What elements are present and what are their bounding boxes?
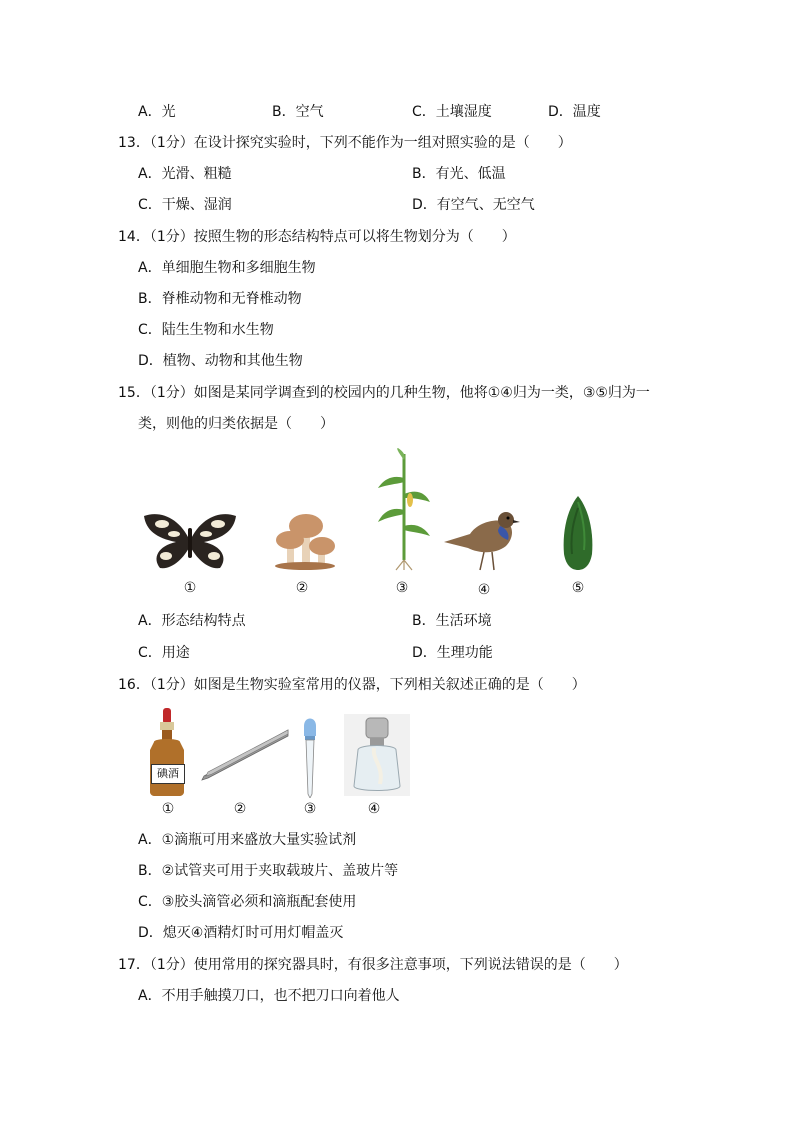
q12-option-c: C．土壤湿度 — [412, 104, 492, 120]
q17-stem: 17．（1分）使用常用的探究器具时，有很多注意事项，下列说法错误的是（ ） — [118, 957, 628, 973]
q12-option-a: A．光 — [138, 104, 176, 120]
q16-stem: 16．（1分）如图是生物实验室常用的仪器，下列相关叙述正确的是（ ） — [118, 677, 586, 693]
alcohol-lamp-image — [344, 714, 410, 796]
q14-option-d: D．植物、动物和其他生物 — [138, 353, 303, 369]
q16-caption-4: ④ — [367, 801, 381, 817]
q16-caption-1: ① — [161, 801, 175, 817]
dropper-pipette-image — [300, 714, 320, 798]
bird-image — [440, 506, 520, 574]
q14-option-a: A．单细胞生物和多细胞生物 — [138, 260, 316, 276]
butterfly-image — [140, 508, 240, 574]
tweezers-image — [198, 726, 290, 784]
q15-stem-line1: 15．（1分）如图是某同学调查到的校园内的几种生物，他将①④归为一类，③⑤归为一 — [118, 385, 650, 401]
q16-option-b: B．②试管夹可用于夹取载玻片、盖玻片等 — [138, 863, 399, 879]
q14-option-c: C．陆生生物和水生物 — [138, 322, 274, 338]
q15-stem-line2: 类，则他的归类依据是（ ） — [138, 416, 334, 432]
q16-option-c: C．③胶头滴管必须和滴瓶配套使用 — [138, 894, 357, 910]
q14-option-b: B．脊椎动物和无脊椎动物 — [138, 291, 302, 307]
q15-caption-5: ⑤ — [571, 580, 585, 596]
q13-stem: 13．（1分）在设计探究实验时，下列不能作为一组对照实验的是（ ） — [118, 135, 572, 151]
q14-stem: 14．（1分）按照生物的形态结构特点可以将生物划分为（ ） — [118, 229, 516, 245]
q17-option-a: A．不用手触摸刀口，也不把刀口向着他人 — [138, 988, 400, 1004]
bottle-label: 碘酒 — [151, 764, 185, 784]
mushroom-image — [272, 506, 338, 572]
q13-option-b: B．有光、低温 — [412, 166, 506, 182]
q13-option-d: D．有空气、无空气 — [412, 197, 535, 213]
q13-option-a: A．光滑、粗糙 — [138, 166, 232, 182]
q15-caption-1: ① — [183, 580, 197, 596]
q15-caption-2: ② — [295, 580, 309, 596]
q15-caption-4: ④ — [477, 582, 491, 598]
q16-option-d: D．熄灭④酒精灯时可用灯帽盖灭 — [138, 925, 344, 941]
q15-option-c: C．用途 — [138, 645, 190, 661]
q12-option-b: B．空气 — [272, 104, 324, 120]
corn-plant-image — [376, 448, 432, 572]
q13-option-c: C．干燥、湿润 — [138, 197, 232, 213]
q16-option-a: A．①滴瓶可用来盛放大量实验试剂 — [138, 832, 357, 848]
q16-caption-3: ③ — [303, 801, 317, 817]
dropper-bottle-image — [146, 708, 188, 796]
cypress-tree-image — [560, 494, 596, 572]
q15-option-b: B．生活环境 — [412, 613, 492, 629]
q12-option-d: D．温度 — [548, 104, 601, 120]
q16-caption-2: ② — [233, 801, 247, 817]
q15-option-d: D．生理功能 — [412, 645, 493, 661]
q15-caption-3: ③ — [395, 580, 409, 596]
q15-option-a: A．形态结构特点 — [138, 613, 246, 629]
